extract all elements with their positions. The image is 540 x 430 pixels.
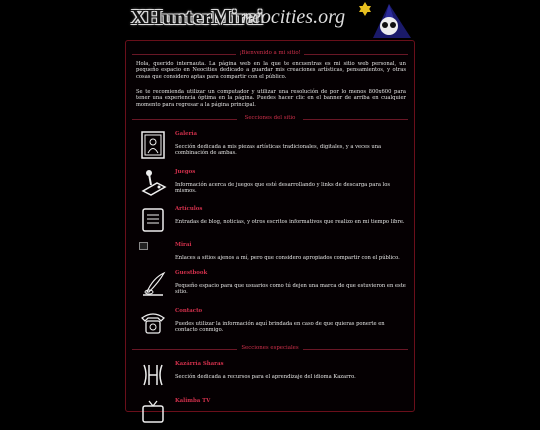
section-title[interactable]: Artículos <box>175 206 203 212</box>
section-desc: Enlaces a sitios ajenos a mí, pero que considero apropiados compartir con el público. <box>175 255 400 261</box>
section-title[interactable]: Mirai <box>175 242 192 248</box>
section-desc: Pequeño espacio para que usuarios como tú dejen una marca de que estuvieron en este sitio. <box>175 283 406 296</box>
section-item-games[interactable] <box>139 169 407 201</box>
telephone-icon <box>139 308 167 336</box>
tv-icon <box>139 398 167 426</box>
special-item-kalimba-tv[interactable] <box>139 398 407 430</box>
section-desc: Sección dedicada a recursos para el aprendizaje del idioma Kazarro. <box>175 374 356 380</box>
banner-domain: neocities.org <box>242 6 346 28</box>
sections-heading: Secciones del sitio <box>132 115 408 123</box>
section-desc: Información acerca de juegos que esté desarrollando y links de descarga para los mismos. <box>175 182 391 195</box>
section-title[interactable]: Juegos <box>175 169 196 175</box>
section-desc: Puedes utilizar la información aquí brindada en caso de que quieras ponerte en contacto conmigo. <box>175 321 385 334</box>
section-title[interactable]: Contacto <box>175 308 203 314</box>
section-desc: Entradas de blog, noticias, y otros escritos informativos que realizo en mi tiempo libre. <box>175 219 405 225</box>
broken-image-icon <box>139 242 148 250</box>
welcome-heading: ¡Bienvenido a mi sitio! <box>132 50 408 58</box>
intro-paragraph-1: Hola, querido internauta. La página web en la que te encuentras es mi sitio web personal, un pequeño espacio en Neocities dedicado a guardar mis creaciones artísticas, pensamientos, y otras cosas que considero aptas para compartir con el público. <box>136 61 406 80</box>
section-title[interactable]: Galería <box>175 131 197 137</box>
gallery-icon <box>139 131 167 159</box>
mascot-witch-icon <box>359 0 419 38</box>
section-title[interactable]: Kalimba TV <box>175 398 211 404</box>
intro-paragraph-2: Se te recomienda utilizar un computador y utilizar una resolución de por lo menos 800x600 para tener una experiencia óptima en la página. Puedes hacer clic en el banner de arriba en cualquier momento para regresar a la página principal. <box>136 89 406 108</box>
quill-icon <box>139 270 167 298</box>
section-desc: Sección dedicada a mis piezas artísticas tradicionales, digitales, y a veces una combinación de ambas. <box>175 144 382 157</box>
book-icon <box>139 206 167 234</box>
section-title[interactable]: Guestbook <box>175 270 208 276</box>
section-item-gallery[interactable] <box>139 131 407 163</box>
section-item-articles[interactable] <box>139 206 407 238</box>
section-item-guestbook[interactable] <box>139 270 407 302</box>
special-heading: Secciones especiales <box>132 345 408 353</box>
banner-title: XHunterMirai <box>131 5 263 29</box>
site-banner[interactable] <box>127 0 417 38</box>
special-item-kazarria[interactable] <box>139 361 407 393</box>
main-panel <box>125 40 415 412</box>
section-item-contact[interactable] <box>139 308 407 340</box>
joystick-icon <box>139 169 167 197</box>
glyph-icon <box>139 361 167 389</box>
section-title[interactable]: Kazárría Sharas <box>175 361 224 367</box>
